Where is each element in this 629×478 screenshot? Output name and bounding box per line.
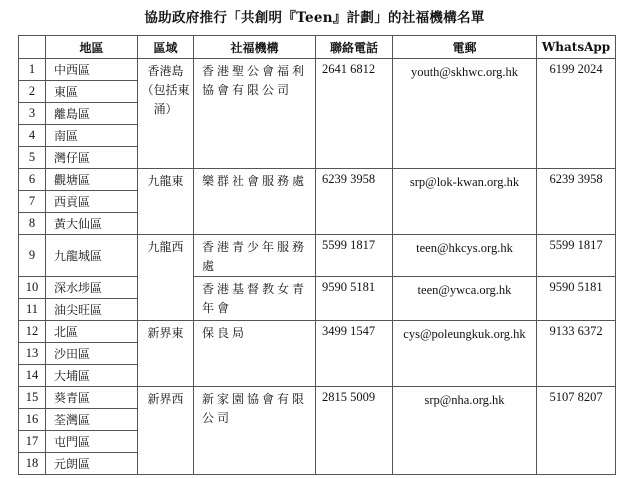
row-number: 6 bbox=[19, 169, 46, 191]
row-number: 8 bbox=[19, 213, 46, 235]
org-whatsapp: 6199 2024 bbox=[537, 59, 616, 169]
row-number: 7 bbox=[19, 191, 46, 213]
district-name: 油尖旺區 bbox=[46, 299, 138, 321]
row-number: 18 bbox=[19, 453, 46, 475]
org-name: 香港聖公會福利協會有限公司 bbox=[194, 59, 316, 169]
district-name: 深水埗區 bbox=[46, 277, 138, 299]
district-name: 大埔區 bbox=[46, 365, 138, 387]
org-phone: 2641 6812 bbox=[316, 59, 393, 169]
table-row bbox=[19, 277, 616, 299]
district-name: 南區 bbox=[46, 125, 138, 147]
district-name: 黃大仙區 bbox=[46, 213, 138, 235]
header-whatsapp: WhatsApp bbox=[537, 36, 616, 59]
district-name: 西貢區 bbox=[46, 191, 138, 213]
district-name: 葵青區 bbox=[46, 387, 138, 409]
header-email: 電郵 bbox=[393, 36, 537, 59]
row-number: 10 bbox=[19, 277, 46, 299]
table-row bbox=[19, 235, 616, 277]
district-name: 觀塘區 bbox=[46, 169, 138, 191]
region-cell: 新界西 bbox=[138, 387, 194, 475]
row-number: 3 bbox=[19, 103, 46, 125]
org-phone: 6239 3958 bbox=[316, 169, 393, 235]
row-number: 12 bbox=[19, 321, 46, 343]
org-name: 香港基督教女青年會 bbox=[194, 277, 316, 321]
row-number: 1 bbox=[19, 59, 46, 81]
header-org: 社福機構 bbox=[194, 36, 316, 59]
org-whatsapp: 9133 6372 bbox=[537, 321, 616, 387]
org-whatsapp: 6239 3958 bbox=[537, 169, 616, 235]
org-table bbox=[18, 35, 616, 475]
row-number: 15 bbox=[19, 387, 46, 409]
region-cell: 九龍東 bbox=[138, 169, 194, 235]
row-number: 11 bbox=[19, 299, 46, 321]
page-title: 協助政府推行「共創明『Teen』計劃」的社福機構名單 bbox=[144, 10, 485, 26]
org-name: 新家園協會有限公司 bbox=[194, 387, 316, 475]
row-number: 16 bbox=[19, 409, 46, 431]
district-name: 離島區 bbox=[46, 103, 138, 125]
org-email[interactable]: srp@nha.org.hk bbox=[393, 387, 537, 475]
org-whatsapp: 5599 1817 bbox=[537, 235, 616, 277]
district-name: 荃灣區 bbox=[46, 409, 138, 431]
district-name: 沙田區 bbox=[46, 343, 138, 365]
district-name: 九龍城區 bbox=[46, 235, 138, 277]
header-phone: 聯絡電話 bbox=[316, 36, 393, 59]
org-phone: 5599 1817 bbox=[316, 235, 393, 277]
org-email[interactable]: srp@lok-kwan.org.hk bbox=[393, 169, 537, 235]
row-number: 17 bbox=[19, 431, 46, 453]
region-cell: 九龍西 bbox=[138, 235, 194, 321]
org-name: 保良局 bbox=[194, 321, 316, 387]
org-phone: 9590 5181 bbox=[316, 277, 393, 321]
row-number: 9 bbox=[19, 235, 46, 277]
row-number: 4 bbox=[19, 125, 46, 147]
org-email[interactable]: youth@skhwc.org.hk bbox=[393, 59, 537, 169]
region-cell: 香港島（包括東涌） bbox=[138, 59, 194, 169]
row-number: 14 bbox=[19, 365, 46, 387]
org-phone: 2815 5009 bbox=[316, 387, 393, 475]
org-email[interactable]: teen@hkcys.org.hk bbox=[393, 235, 537, 277]
table-row bbox=[19, 169, 616, 191]
header-row bbox=[19, 36, 616, 59]
region-cell: 新界東 bbox=[138, 321, 194, 387]
row-number: 5 bbox=[19, 147, 46, 169]
org-email[interactable]: cys@poleungkuk.org.hk bbox=[393, 321, 537, 387]
table-row bbox=[19, 321, 616, 343]
district-name: 北區 bbox=[46, 321, 138, 343]
district-name: 元朗區 bbox=[46, 453, 138, 475]
org-name: 樂群社會服務處 bbox=[194, 169, 316, 235]
district-name: 中西區 bbox=[46, 59, 138, 81]
org-whatsapp: 9590 5181 bbox=[537, 277, 616, 321]
district-name: 灣仔區 bbox=[46, 147, 138, 169]
header-district: 地區 bbox=[46, 36, 138, 59]
org-email[interactable]: teen@ywca.org.hk bbox=[393, 277, 537, 321]
org-phone: 3499 1547 bbox=[316, 321, 393, 387]
header-region: 區域 bbox=[138, 36, 194, 59]
row-number: 13 bbox=[19, 343, 46, 365]
row-number: 2 bbox=[19, 81, 46, 103]
table-row bbox=[19, 59, 616, 81]
org-name: 香港青少年服務處 bbox=[194, 235, 316, 277]
header-num bbox=[19, 36, 46, 59]
district-name: 東區 bbox=[46, 81, 138, 103]
table-row bbox=[19, 387, 616, 409]
district-name: 屯門區 bbox=[46, 431, 138, 453]
org-whatsapp: 5107 8207 bbox=[537, 387, 616, 475]
